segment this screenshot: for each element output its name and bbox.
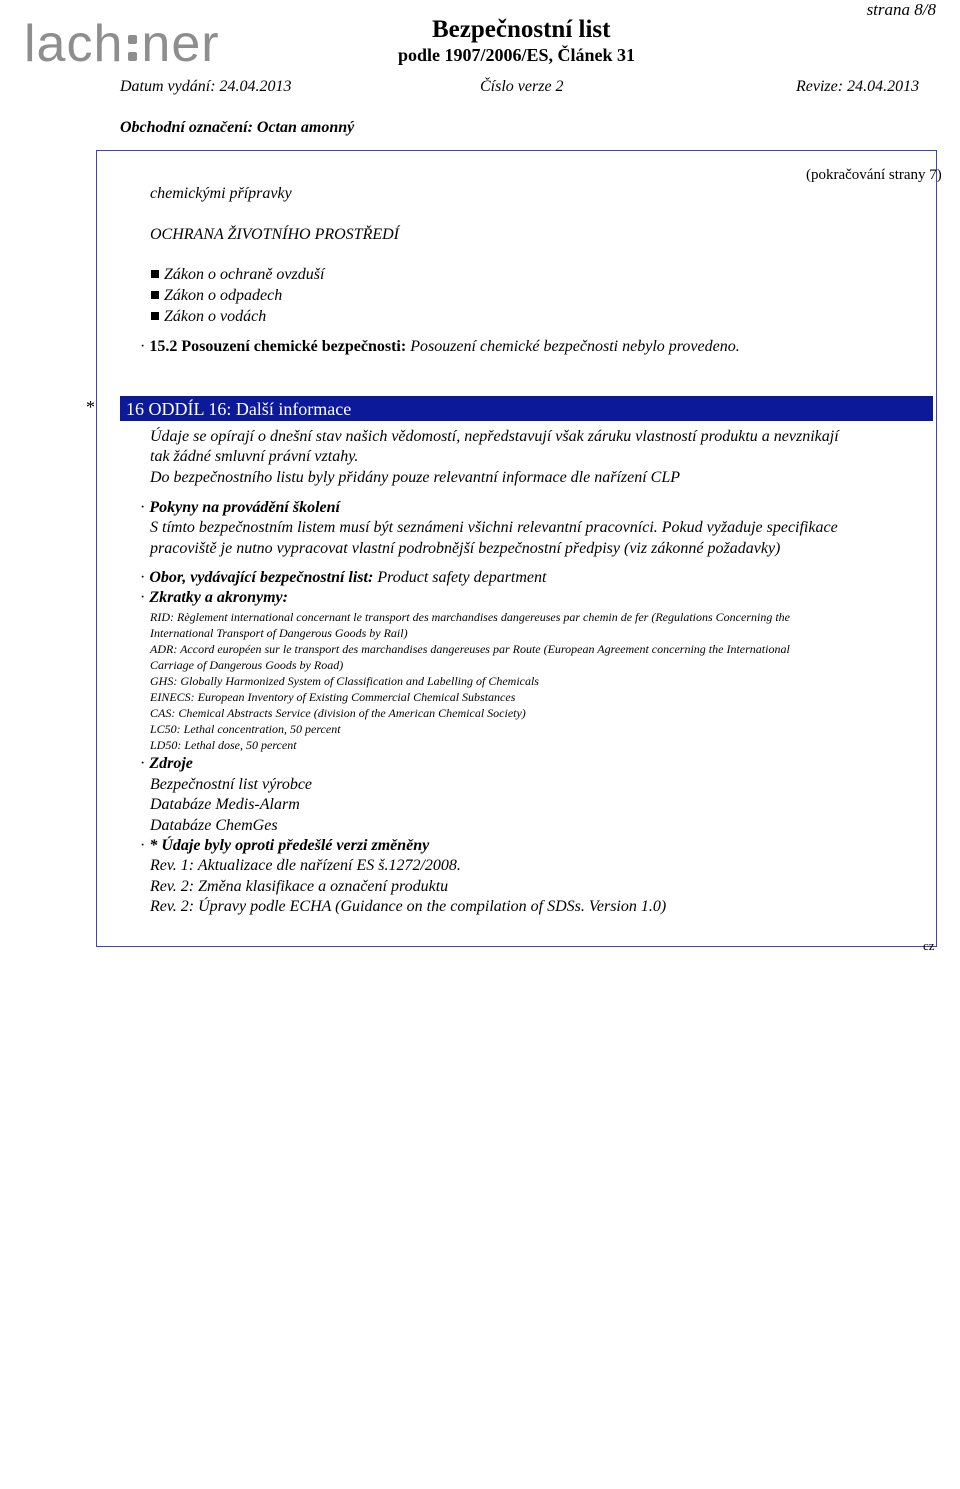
document-title: Bezpečnostní list	[432, 16, 611, 43]
abbreviation-line: LD50: Lethal dose, 50 percent	[150, 738, 297, 752]
issuer-label: Obor, vydávající bezpečnostní list:	[149, 569, 374, 586]
source-item: Databáze Medis-Alarm	[150, 796, 300, 813]
abbreviation-line: GHS: Globally Harmonized System of Classification and Labelling of Chemicals	[150, 674, 539, 688]
company-logo	[24, 14, 220, 74]
logo-dots	[123, 27, 141, 67]
issuer-value: Product safety department	[377, 569, 547, 586]
changes-heading: · * Údaje byly oproti předešlé verzi změněny	[140, 837, 430, 854]
changed-marker: *	[86, 397, 95, 417]
intro-line-3: Do bezpečnostního listu byly přidány pouze relevantní informace dle nařízení CLP	[150, 469, 680, 486]
intro-line-2: tak žádné smluvní právní vztahy.	[150, 448, 359, 465]
version-number: Číslo verze 2	[480, 78, 564, 95]
bullet-icon	[151, 270, 159, 278]
change-item: Rev. 2: Úpravy podle ECHA (Guidance on the compilation of SDSs. Version 1.0)	[150, 898, 667, 915]
law-item: Zákon o odpadech	[151, 287, 282, 305]
abbreviation-line: Carriage of Dangerous Goods by Road)	[150, 658, 344, 672]
law-item: Zákon o ochraně ovzduší	[151, 266, 324, 284]
intro-line-1: Údaje se opírají o dnešní stav našich vědomostí, nepředstavují však záruku vlastností produktu a nevznikají	[150, 428, 839, 445]
logo-right: ner	[141, 15, 220, 73]
bullet-icon	[151, 291, 159, 299]
issue-date: Datum vydání: 24.04.2013	[120, 78, 292, 95]
abbreviation-line: EINECS: European Inventory of Existing Commercial Chemical Substances	[150, 690, 516, 704]
training-line-1: S tímto bezpečnostním listem musí být seznámeni všichni relevantní pracovníci. Pokud vyžaduje specifikace	[150, 519, 838, 536]
change-item: Rev. 1: Aktualizace dle nařízení ES š.1272/2008.	[150, 857, 461, 874]
section-16-heading: 16 ODDÍL 16: Další informace	[120, 396, 933, 421]
source-item: Bezpečnostní list výrobce	[150, 776, 313, 793]
training-line-2: pracoviště je nutno vypracovat vlastní podrobnější bezpečnostní předpisy (viz zákonné požadavky)	[150, 540, 781, 557]
assessment-label: 15.2 Posouzení chemické bezpečnosti:	[149, 338, 407, 355]
abbreviation-line: LC50: Lethal concentration, 50 percent	[150, 722, 341, 736]
assessment-text: Posouzení chemické bezpečnosti nebylo provedeno.	[410, 338, 740, 355]
abbreviations-heading: · Zkratky a akronymy:	[140, 589, 288, 606]
issuer-row: · Obor, vydávající bezpečnostní list: Product safety department	[140, 569, 547, 586]
abbreviation-line: International Transport of Dangerous Goods by Rail)	[150, 626, 408, 640]
page-number: strana 8/8	[866, 0, 936, 19]
continuation-note: (pokračování strany 7)	[806, 167, 942, 183]
abbreviation-line: CAS: Chemical Abstracts Service (division of the American Chemical Society)	[150, 706, 526, 720]
source-item: Databáze ChemGes	[150, 817, 278, 834]
trade-name: Obchodní označení: Octan amonný	[120, 119, 355, 136]
law-item: Zákon o vodách	[151, 308, 266, 326]
training-heading: · Pokyny na provádění školení	[140, 499, 340, 516]
document-subtitle: podle 1907/2006/ES, Článek 31	[398, 45, 636, 65]
chemical-safety-assessment: · 15.2 Posouzení chemické bezpečnosti: Posouzení chemické bezpečnosti nebylo provedeno.	[140, 338, 740, 355]
revision-date: Revize: 24.04.2013	[796, 78, 920, 95]
environment-heading: OCHRANA ŽIVOTNÍHO PROSTŘEDÍ	[150, 226, 399, 243]
logo-left: lach	[24, 15, 124, 73]
abbreviation-line: RID: Règlement international concernant le transport des marchandises dangereuses par chemin de fer (Regulations Concerning the	[150, 610, 790, 624]
continued-text: chemickými přípravky	[150, 185, 292, 202]
change-item: Rev. 2: Změna klasifikace a označení produktu	[150, 878, 449, 895]
abbreviation-line: ADR: Accord européen sur le transport des marchandises dangereuses par Route (European Agreement concerning the International	[150, 642, 790, 656]
bullet-icon	[151, 312, 159, 320]
language-code: cz	[923, 938, 935, 953]
sources-heading: · Zdroje	[140, 755, 193, 772]
